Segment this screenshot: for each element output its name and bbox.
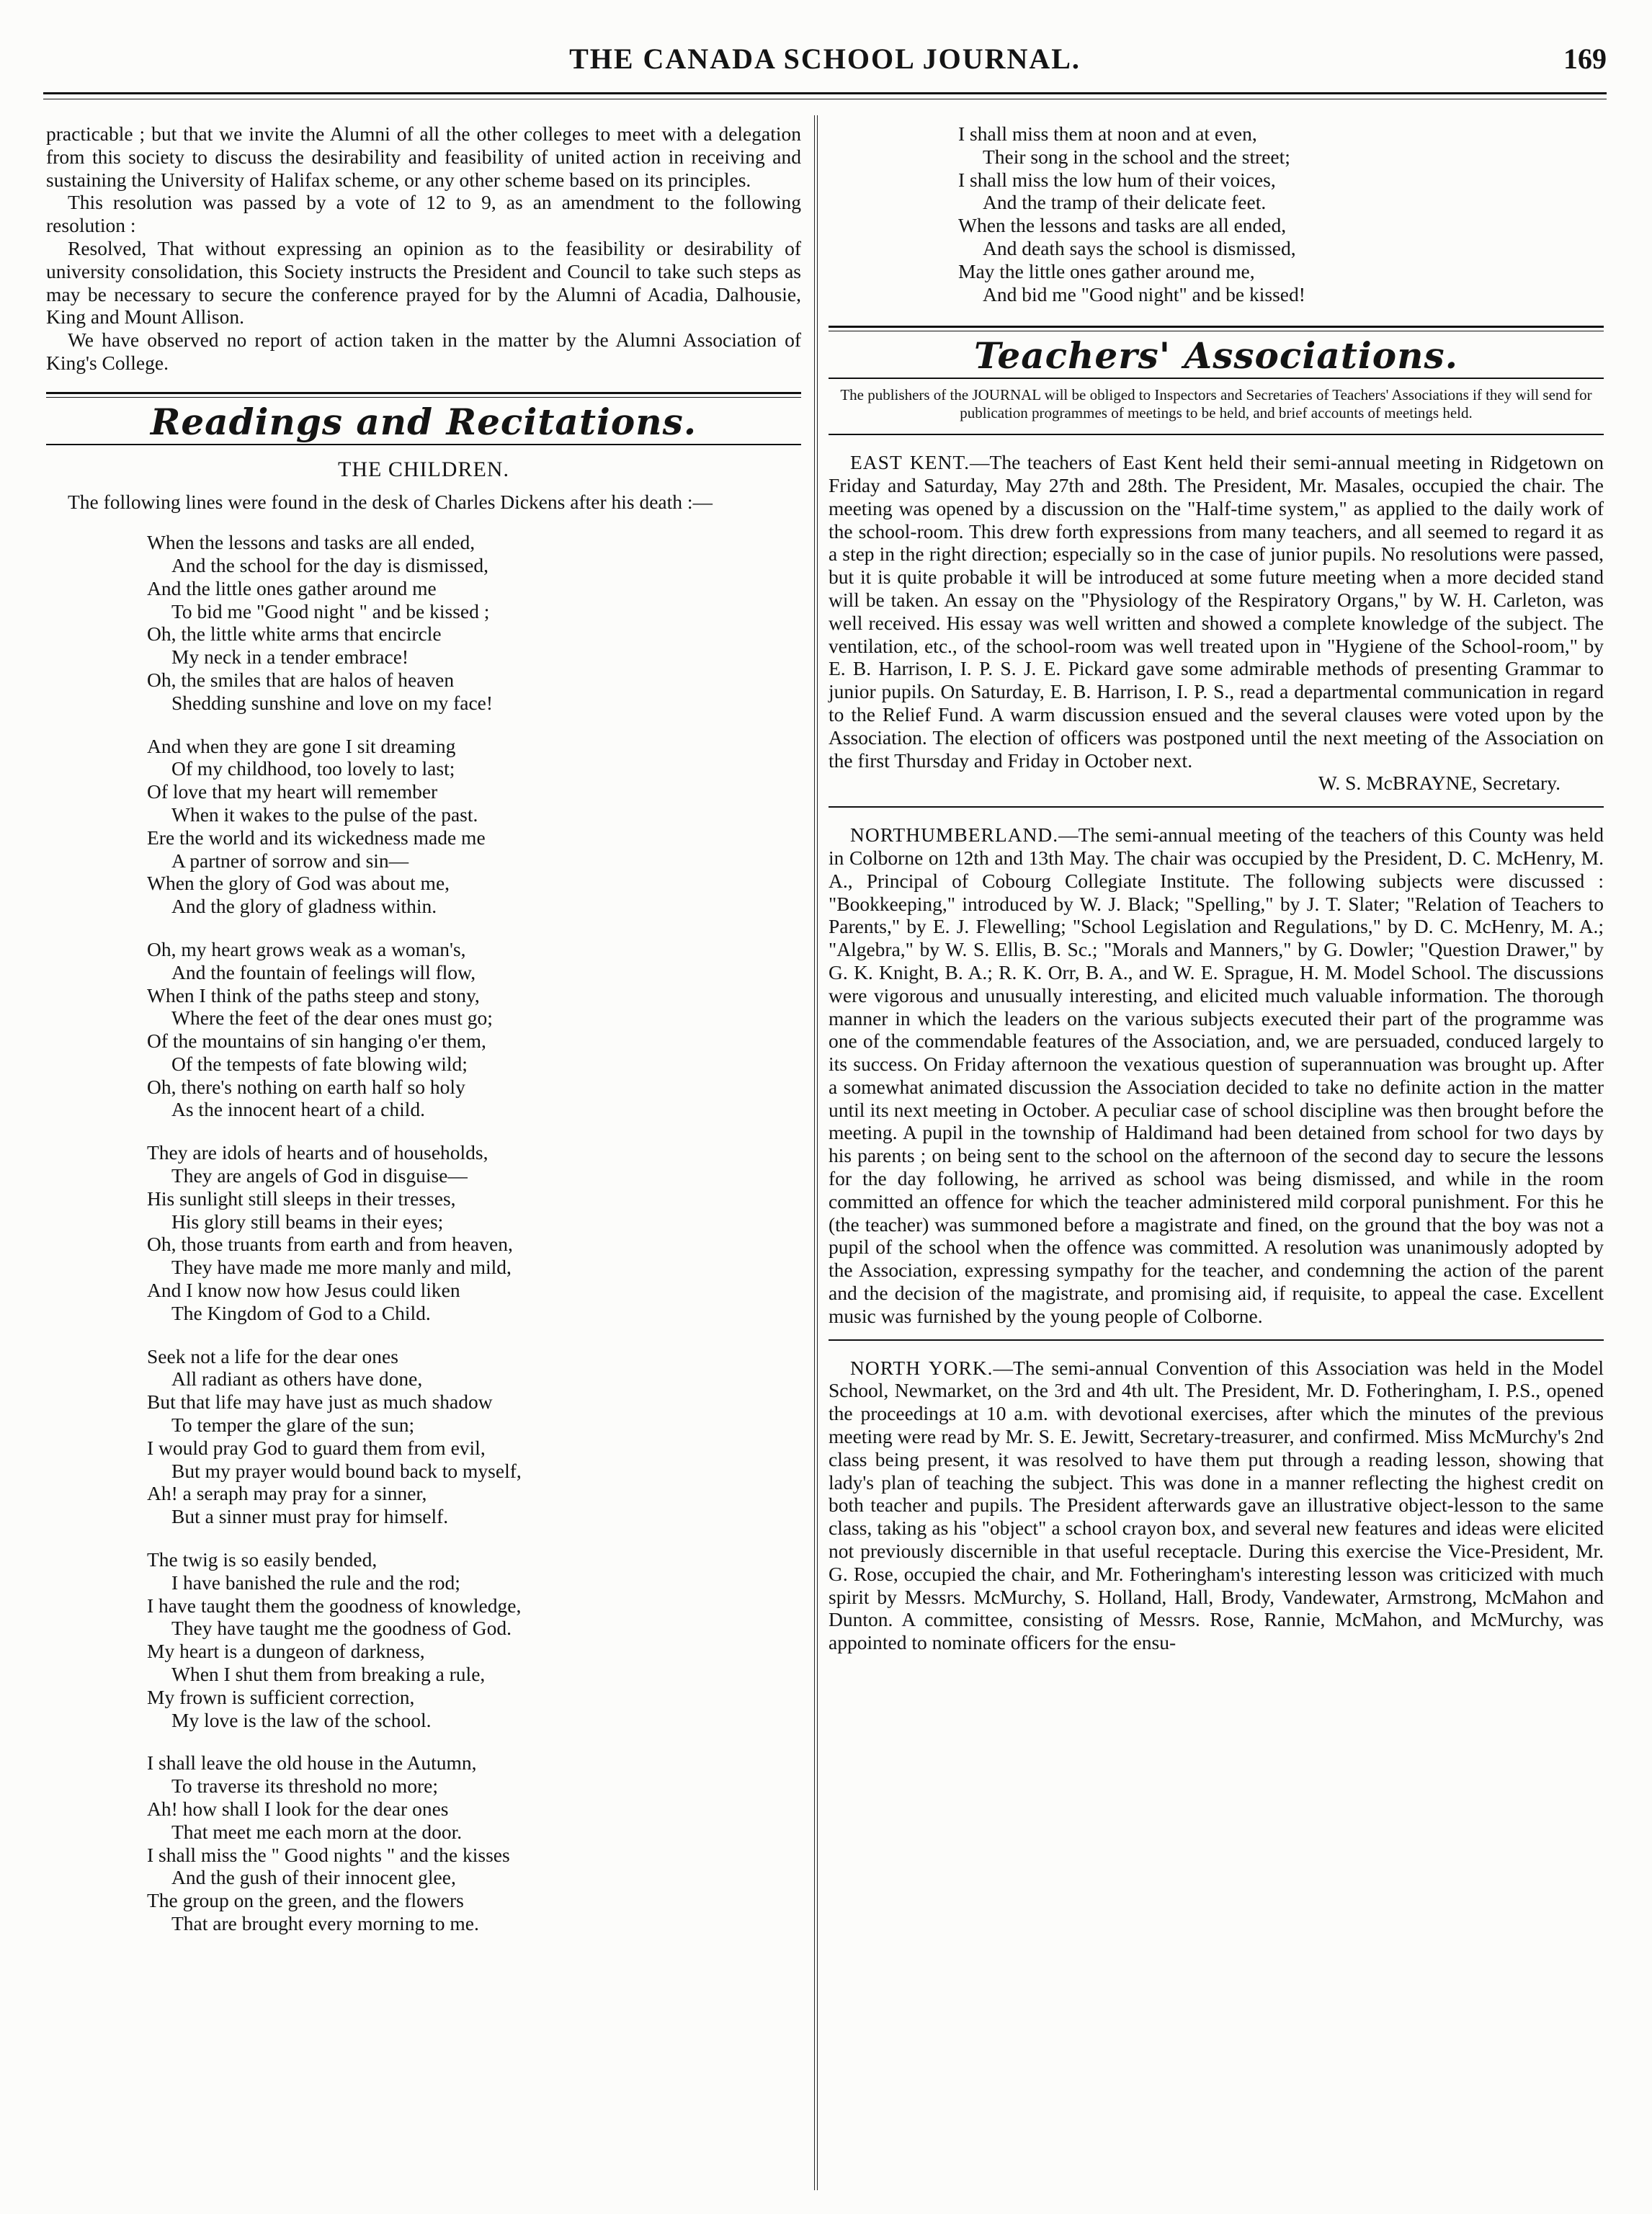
poem-stanza xyxy=(958,122,1604,305)
poem-line: Of my childhood, too lovely to last; xyxy=(171,757,455,780)
poem-stanza xyxy=(147,1141,801,1324)
poem-line: And the tramp of their delicate feet. xyxy=(983,191,1267,214)
poem-line: And death says the school is dismissed, xyxy=(983,236,1296,259)
poem-line: And the school for the day is dismissed, xyxy=(171,553,488,576)
poem-stanza xyxy=(147,531,801,714)
page-number: 169 xyxy=(1563,43,1607,75)
section-header xyxy=(829,326,1604,379)
poem-line: To temper the glare of the sun; xyxy=(171,1414,415,1437)
poem-line: They have taught me the goodness of God. xyxy=(171,1617,512,1640)
poem-line: And the fountain of feelings will flow, xyxy=(171,960,476,983)
poem-stanza xyxy=(147,1751,801,1934)
poem-line: And the gush of their innocent glee, xyxy=(171,1866,456,1889)
poem-stanza xyxy=(147,1345,801,1528)
poem-line: And I know now how Jesus could liken xyxy=(147,1279,460,1302)
poem-line: And the glory of gladness within. xyxy=(171,895,437,918)
poem-line: I shall miss them at noon and at even, xyxy=(958,122,1257,145)
poem-line: And bid me "Good night" and be kissed! xyxy=(983,282,1305,305)
publishers-notice: The publishers of the JOURNAL will be obliged to Inspectors and Secretaries of Teachers' Associations if they will send for publication programmes of meetings to be held, and brief accounts of meetings held. xyxy=(840,386,1592,422)
left-column xyxy=(46,122,801,1955)
poem-line: Ah! how shall I look for the dear ones xyxy=(147,1798,449,1820)
poem-line: That meet me each morn at the door. xyxy=(171,1820,463,1843)
right-column xyxy=(829,122,1604,1654)
report-lead: EAST KENT. xyxy=(850,451,970,474)
poem xyxy=(147,531,801,1935)
poem-line: They are angels of God in disguise— xyxy=(171,1164,468,1187)
divider xyxy=(829,434,1604,435)
poem-line: Of the mountains of sin hanging o'er them, xyxy=(147,1030,486,1053)
poem-line: His sunlight still sleeps in their tresses, xyxy=(147,1187,456,1210)
poem-line: I have taught them the goodness of knowledge, xyxy=(147,1594,522,1617)
poem-stanza xyxy=(147,1548,801,1731)
section-title: Readings and Recitations. xyxy=(150,400,697,443)
poem-line: Ah! a seraph may pray for a sinner, xyxy=(147,1482,427,1505)
report-text: —The semi-annual Convention of this Association was held in the Model School, Newmarket, on the 3rd and 4th ult. The President, Mr. D. Fotheringham, I. P.S., opened the proceedings at 10 a.m. with devotional exercises, after which the minutes of the previous meeting were read by Mr. S. E. Jewitt, Secretary-treasurer, and confirmed. Miss McMurchy's 2nd class being present, it was resolved to have them put through a reading lesson, showing that lady's plan of teaching the subject. This was done in a manner reflecting the highest credit on both teacher and pupils. The President afterwards gave an illustrative object-lesson to the same class, taking as his "object" a school crayon box, and several new features and ideas were elicited not previously discernible in that useful receptacle. During this exercise the Vice-President, Mr. G. Rose, occupied the chair, and Mr. Fotheringham's interesting lesson was criticized with much spirit by Messrs. McMurchy, S. Holland, Hall, Brody, Vandewater, Armstrong, McMahon and Dunton. A committee, consisting of Messrs. Rose, Rannie, McMahon, and McMurchy, was appointed to nominate officers for the ensu- xyxy=(829,1356,1604,1654)
poem-line: My love is the law of the school. xyxy=(171,1708,432,1731)
divider xyxy=(829,1339,1604,1341)
poem-line: Where the feet of the dear ones must go; xyxy=(171,1006,493,1030)
poem-line: That are brought every morning to me. xyxy=(171,1911,479,1934)
poem-line: Seek not a life for the dear ones xyxy=(147,1344,398,1367)
poem-line: My frown is sufficient correction, xyxy=(147,1685,415,1708)
intro-paragraph: practicable ; but that we invite the Alumni of all the other colleges to meet with a delegation from this society to discuss the desirability and feasibility of united action in receiving and sustaining the University of Halifax scheme, or any other scheme based on its principles. xyxy=(46,122,801,191)
poem-line: I shall miss the low hum of their voices, xyxy=(958,168,1276,191)
poem-line: I have banished the rule and the rod; xyxy=(171,1571,460,1594)
intro-paragraph: This resolution was passed by a vote of 12 to 9, as an amendment to the following resolution : xyxy=(46,191,801,237)
poem-line: When the lessons and tasks are all ended, xyxy=(958,214,1287,237)
poem-line: When I shut them from breaking a rule, xyxy=(171,1663,486,1686)
journal-title: THE CANADA SCHOOL JOURNAL. xyxy=(569,43,1081,75)
section-header xyxy=(46,392,801,445)
poem-line: And the little ones gather around me xyxy=(147,576,437,599)
poem-line: Ere the world and its wickedness made me xyxy=(147,826,486,849)
signature: W. S. McBRAYNE, Secretary. xyxy=(1318,772,1561,795)
poem-line: Their song in the school and the street; xyxy=(983,145,1290,168)
report-lead: NORTH YORK. xyxy=(850,1356,994,1379)
poem-line: To bid me "Good night " and be kissed ; xyxy=(171,599,490,622)
poem-intro: The following lines were found in the desk of Charles Dickens after his death :— xyxy=(68,491,713,514)
poem-line: Oh, my heart grows weak as a woman's, xyxy=(147,937,466,960)
report-east-kent xyxy=(829,451,1604,772)
poem-line: I shall miss the " Good nights " and the kisses xyxy=(147,1843,510,1866)
poem-line: They are idols of hearts and of households, xyxy=(147,1141,488,1164)
poem-stanza xyxy=(147,735,801,918)
poem-stanza xyxy=(147,938,801,1121)
poem-line: The group on the green, and the flowers xyxy=(147,1889,464,1912)
report-northumberland xyxy=(829,823,1604,1328)
intro-paragraph: We have observed no report of action taken in the matter by the Alumni Association of King's College. xyxy=(46,329,801,374)
poem-line: The twig is so easily bended, xyxy=(147,1548,378,1571)
poem-line: Oh, those truants from earth and from heaven, xyxy=(147,1233,513,1256)
poem-line: I would pray God to guard them from evil, xyxy=(147,1436,486,1459)
poem-line: And when they are gone I sit dreaming xyxy=(147,734,456,757)
section-title: Teachers' Associations. xyxy=(973,334,1459,378)
poem-line: A partner of sorrow and sin— xyxy=(171,849,409,872)
poem-line: To traverse its threshold no more; xyxy=(171,1775,439,1798)
poem-title: THE CHILDREN. xyxy=(338,457,509,481)
poem-continuation xyxy=(958,122,1604,305)
report-text: —The teachers of East Kent held their semi-annual meeting in Ridgetown on Friday and Saturday, May 27th and 28th. The President, Mr. Masales, occupied the chair. The meeting was opened by a discussion on the "Half-time system," as applied to the daily work of the school-room. This drew forth expressions from many teachers, and all seemed to regard it as a step in the right direction; especially so in the case of junior pupils. No resolutions were passed, but it is quite probable it will be introduced at some future meeting when a more decided stand will be taken. An essay on the "Physiology of the Respiratory Organs," by W. H. Carleton, was well received. His essay was well written and showed a complete knowledge of the subject. The ventilation, etc., of the school-room was well treated upon in "Hygiene of the School-room," by E. B. Harrison, I. P. S. J. E. Pickard gave some admirable methods of presenting Grammar to junior pupils. On Saturday, E. B. Harrison, I. P. S., read a departmental communication in regard to the Relief Fund. A warm discussion ensued and the several clauses were voted upon by the Association. The election of officers was postponed until the next meeting of the Association on the first Thursday and Friday in October next. xyxy=(829,451,1604,772)
poem-line: When I think of the paths steep and stony, xyxy=(147,983,480,1006)
poem-line: My neck in a tender embrace! xyxy=(171,646,409,669)
poem-line: They have made me more manly and mild, xyxy=(171,1256,512,1279)
poem-line: Oh, the little white arms that encircle xyxy=(147,622,442,646)
poem-line: When the lessons and tasks are all ended, xyxy=(147,531,475,554)
report-text: —The semi-annual meeting of the teachers of this County was held in Colborne on 12th and 13th May. The chair was occupied by the President, D. C. McHenry, M. A., Principal of Cobourg Collegiate Institute. The following subjects were discussed : "Bookkeeping," introduced by W. J. Black; "Spelling," by J. T. Slater; "Relation of Teachers to Parents," by E. J. Flewelling; "School Legislation and Regulations," by D. C. McHenry, M. A.; "Algebra," by W. S. Ellis, B. Sc.; "Morals and Manners," by G. Dowler; "Question Drawer," by G. K. Knight, B. A.; R. K. Orr, B. A., and W. E. Sprague, H. M. Model School. The discussions were vigorous and unusually interesting, and elicited much valuable information. The thorough manner in which the leaders on the various subjects executed their part of the programme was one of the commendable features of the Association, and, we are persuaded, conduced largely to its success. On Friday afternoon the vexatious question of superannuation was brought up. After a somewhat animated discussion the Association decided to take no definite action in the matter until its next meeting in October. A peculiar case of school discipline was then brought before the meeting. A pupil in the township of Haldimand had been detained from school for two days by his parents ; on being sent to the school on the afternoon of the second day to secure the lessons for the day following, he arrived as school was being dismissed, and while in the room committed an offence for which the teacher administered mild corporal punishment. For this he (the teacher) was summoned before a magistrate and fined, on the ground that the boy was not a pupil of the school when the offence was committed. A resolution was unanimously adopted by the Association, expressing sympathy for the teacher, and condemning the action of the parent and the decision of the magistrate, and promising aid, if requisite, to appeal the case. Excellent music was furnished by the young people of Colborne. xyxy=(829,823,1604,1327)
running-header xyxy=(43,37,1607,81)
poem-line: As the innocent heart of a child. xyxy=(171,1098,426,1121)
report-north-york xyxy=(829,1357,1604,1654)
poem-line: My heart is a dungeon of darkness, xyxy=(147,1640,425,1663)
poem-line: Shedding sunshine and love on my face! xyxy=(171,691,494,714)
report-lead: NORTHUMBERLAND. xyxy=(850,823,1059,847)
poem-line: May the little ones gather around me, xyxy=(958,259,1255,282)
poem-line: When the glory of God was about me, xyxy=(147,872,450,895)
column-divider xyxy=(814,115,818,2190)
poem-line: Oh, there's nothing on earth half so holy xyxy=(147,1075,465,1098)
poem-line: His glory still beams in their eyes; xyxy=(171,1210,444,1233)
poem-line: Oh, the smiles that are halos of heaven xyxy=(147,668,455,691)
poem-line: But my prayer would bound back to myself, xyxy=(171,1459,522,1482)
poem-line: But a sinner must pray for himself. xyxy=(171,1505,449,1528)
poem-line: When it wakes to the pulse of the past. xyxy=(171,803,478,826)
poem-line: Of the tempests of fate blowing wild; xyxy=(171,1052,468,1075)
header-rule xyxy=(43,92,1607,99)
poem-line: All radiant as others have done, xyxy=(171,1367,423,1391)
resolution-paragraph: Resolved, That without expressing an opinion as to the feasibility or desirability of university consolidation, this Society instructs the President and Council to take such steps as may be necessary to secure the conference prayed for by the Alumni of Acadia, Dalhousie, King and Mount Allison. xyxy=(46,236,801,329)
poem-line: The Kingdom of God to a Child. xyxy=(171,1301,431,1324)
poem-line: But that life may have just as much shadow xyxy=(147,1391,493,1414)
divider xyxy=(829,806,1604,808)
poem-line: I shall leave the old house in the Autumn, xyxy=(147,1751,477,1775)
poem-line: Of love that my heart will remember xyxy=(147,780,438,803)
